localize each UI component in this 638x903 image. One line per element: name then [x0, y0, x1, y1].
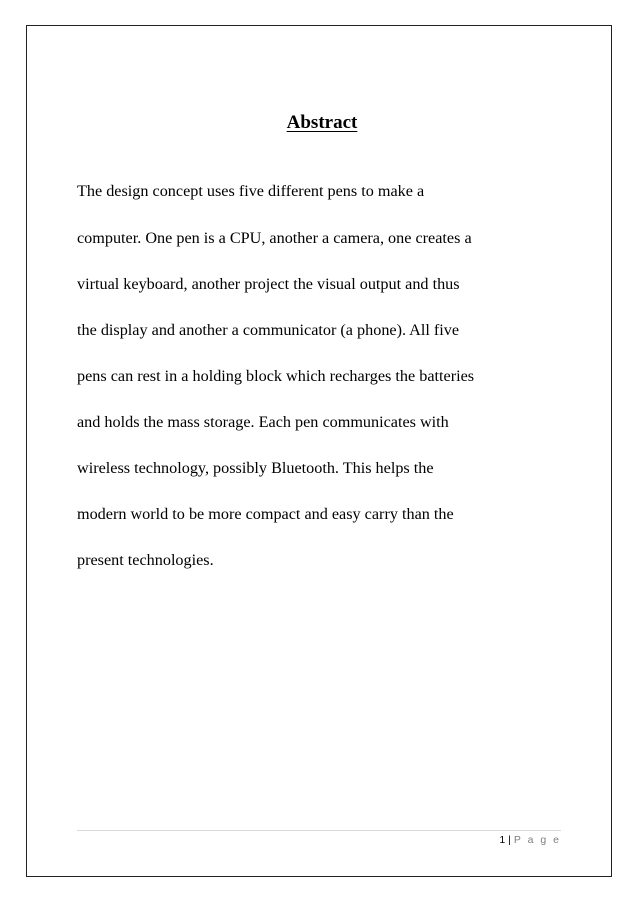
paragraph-line: present technologies.: [77, 551, 214, 569]
paragraph-line: modern world to be more compact and easy carry than the: [77, 505, 454, 523]
paragraph-line: computer. One pen is a CPU, another a camera, one creates a: [77, 229, 472, 247]
page-border: [26, 25, 612, 877]
document-title: Abstract: [286, 112, 358, 133]
footer-separator: |: [508, 834, 511, 846]
paragraph-line: pens can rest in a holding block which recharges the batteries: [77, 367, 475, 385]
paragraph-line: The design concept uses five different pens to make a: [77, 182, 425, 200]
footer-divider: [77, 830, 561, 831]
paragraph-line: virtual keyboard, another project the visual output and thus: [77, 275, 460, 293]
page-footer: [499, 834, 561, 846]
paragraph-line: and holds the mass storage. Each pen communicates with: [77, 413, 449, 431]
page-number: 1: [499, 834, 506, 846]
paragraph-line: the display and another a communicator (a phone). All five: [77, 321, 460, 339]
page-label: P a g e: [513, 834, 561, 846]
paragraph-line: wireless technology, possibly Bluetooth. This helps the: [77, 459, 434, 477]
